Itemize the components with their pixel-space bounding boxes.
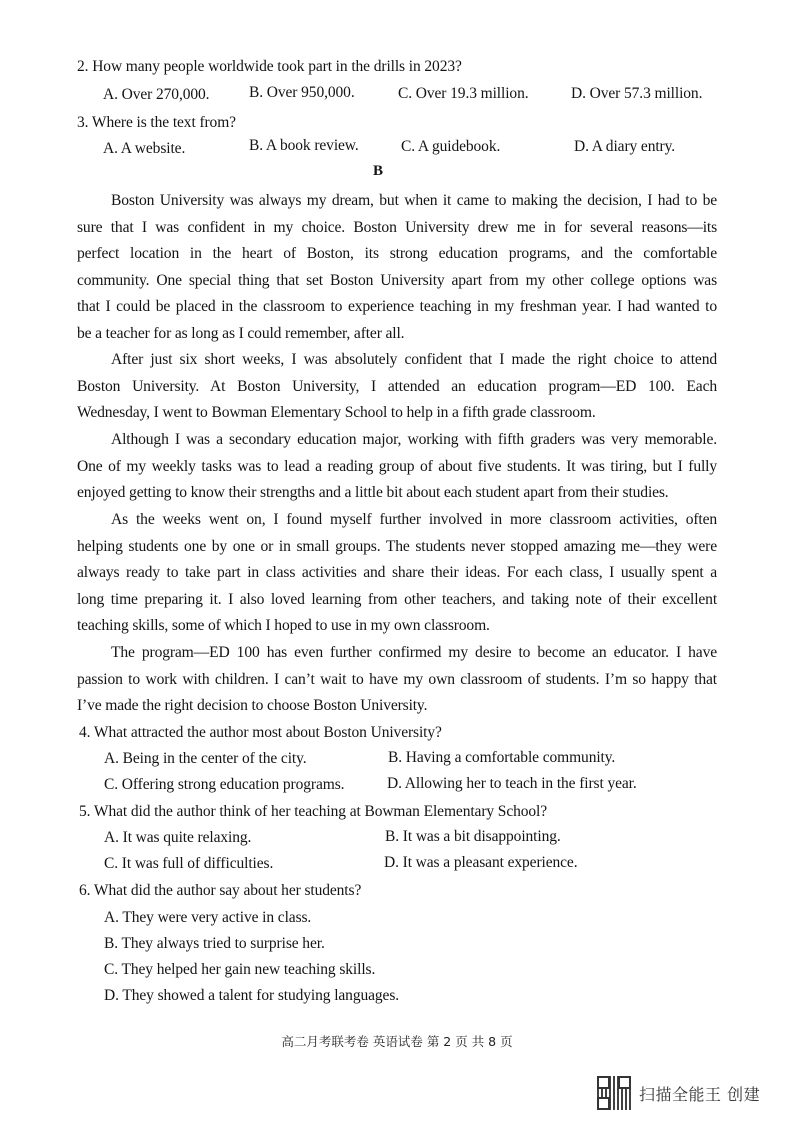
q5-option-a: A. It was quite relaxing. <box>104 829 252 846</box>
q2-option-c: C. Over 19.3 million. <box>398 85 529 102</box>
q3-option-c: C. A guidebook. <box>401 138 501 155</box>
passage-paragraph-3 <box>77 427 717 507</box>
q5-option-d: D. It was a pleasant experience. <box>384 854 578 871</box>
passage-line: The program—ED 100 has even further confirmed my desire to become an educator. I have <box>111 644 717 661</box>
q2-option-a: A. Over 270,000. <box>103 86 210 103</box>
passage-line: I’ve made the right decision to choose Boston University. <box>77 697 428 714</box>
passage-line: teaching skills, some of which I hoped to use in my own classroom. <box>77 617 490 634</box>
q4-option-d: D. Allowing her to teach in the first year. <box>387 775 637 792</box>
passage-line: passion to work with children. I can’t wait to have my own classroom of students. I’m so happy that <box>77 670 717 688</box>
passage-line: Although I was a secondary education major, working with fifth graders was very memorable. <box>111 431 717 448</box>
passage-paragraph-5 <box>77 640 717 720</box>
passage-paragraph-2 <box>77 347 717 427</box>
passage-line: sure that I was confident in my choice. Boston University drew me in for several reasons—its <box>77 218 717 236</box>
q5-option-b: B. It was a bit disappointing. <box>385 828 561 845</box>
question-4: 4. What attracted the author most about Boston University? <box>79 724 442 741</box>
passage-paragraph-4 <box>77 507 717 640</box>
q4-option-b: B. Having a comfortable community. <box>388 749 616 766</box>
q3-option-a: A. A website. <box>103 140 186 157</box>
passage-line: After just six short weeks, I was absolutely confident that I made the right choice to attend <box>111 351 717 368</box>
q3-option-d: D. A diary entry. <box>574 138 676 155</box>
passage-line: long time preparing it. I also loved learning from other teachers, and taking note of their excellent <box>77 590 717 608</box>
passage-line: Boston University was always my dream, but when it came to making the decision, I had to be <box>111 192 717 209</box>
q6-option-d: D. They showed a talent for studying languages. <box>104 987 400 1004</box>
passage-line: Wednesday, I went to Bowman Elementary School to help in a fifth grade classroom. <box>77 404 596 421</box>
q5-option-c: C. It was full of difficulties. <box>104 855 274 872</box>
passage-line: enjoyed getting to know their strengths and a little bit about each student apart from their studies. <box>77 484 669 501</box>
passage-line: that I could be placed in the classroom to experience teaching in my freshman year. I had wanted to <box>77 298 717 315</box>
q3-option-b: B. A book review. <box>249 137 359 154</box>
passage-line: helping students one by one or in small groups. The students never stopped amazing me—they were <box>77 537 717 555</box>
passage-line: be a teacher for as long as I could remember, after all. <box>77 324 405 342</box>
scanner-watermark <box>597 1073 760 1113</box>
section-heading-b: B <box>373 163 384 179</box>
q2-option-b: B. Over 950,000. <box>249 84 355 101</box>
passage-line: As the weeks went on, I found myself further involved in more classroom activities, often <box>111 511 717 528</box>
passage-line: One of my weekly tasks was to lead a reading group of about five students. It was tiring, but I fully <box>77 457 717 475</box>
q2-option-d: D. Over 57.3 million. <box>571 85 703 102</box>
passage-line: community. One special thing that set Boston University apart from my other college options was <box>77 271 717 289</box>
q4-option-c: C. Offering strong education programs. <box>104 776 345 793</box>
qr-code-icon <box>597 1076 631 1110</box>
passage-paragraph-1 <box>77 188 717 347</box>
question-2: 2. How many people worldwide took part in the drills in 2023? <box>77 58 462 75</box>
q6-option-b: B. They always tried to surprise her. <box>104 935 325 952</box>
question-3: 3. Where is the text from? <box>77 114 236 131</box>
question-6: 6. What did the author say about her students? <box>79 882 362 899</box>
question-5: 5. What did the author think of her teaching at Bowman Elementary School? <box>79 803 548 820</box>
passage-line: Boston University. At Boston University, I attended an education program—ED 100. Each <box>77 377 717 395</box>
passage-line: always ready to take part in class activities and share their ideas. For each class, I usually spent a <box>77 564 717 581</box>
q4-option-a: A. Being in the center of the city. <box>104 750 307 767</box>
page-footer: 高二月考联考卷 英语试卷 第 2 页 共 8 页 <box>281 1034 513 1049</box>
q6-option-a: A. They were very active in class. <box>104 909 312 926</box>
passage-line: perfect location in the heart of Boston, its strong education programs, and the comfortable <box>77 245 717 262</box>
watermark-text: 扫描全能王 创建 <box>639 1084 761 1104</box>
q6-option-c: C. They helped her gain new teaching skills. <box>104 961 376 978</box>
